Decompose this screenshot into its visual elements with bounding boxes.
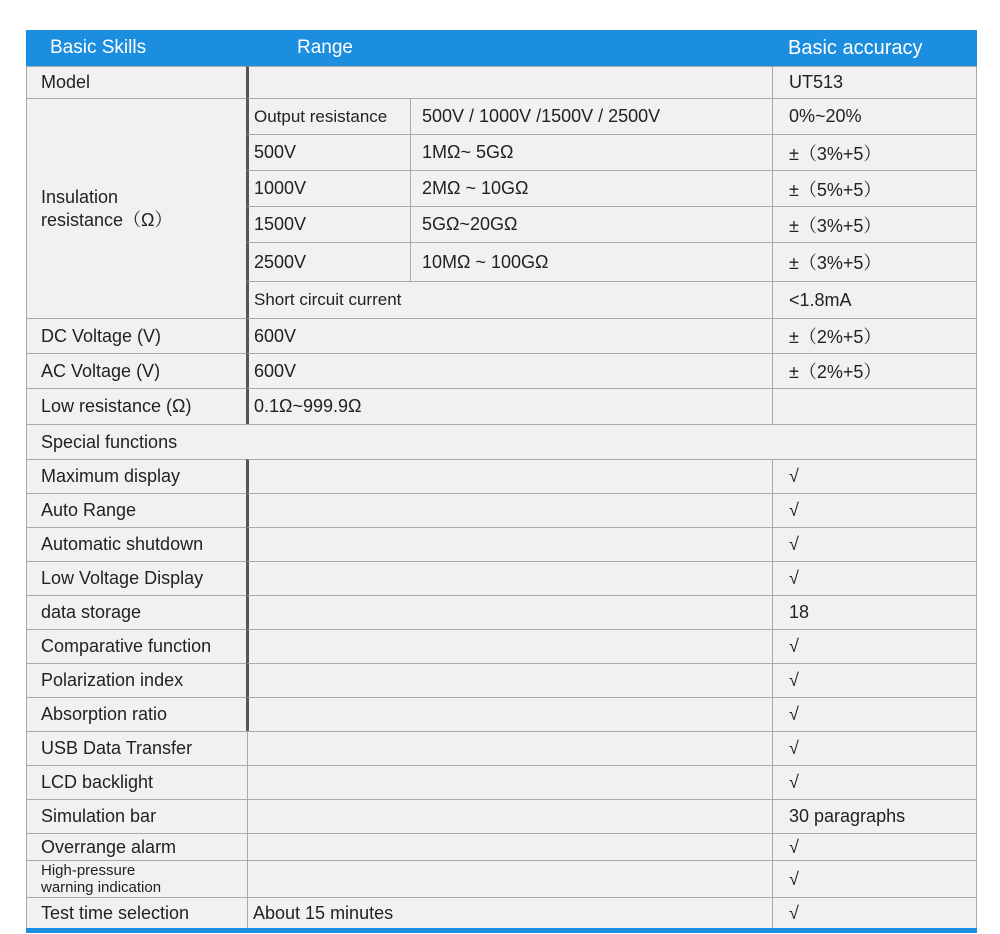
measure-label: DC Voltage (V) [26,318,248,354]
special-acc: √ [772,629,977,664]
insulation-row-acc: ±（3%+5） [772,242,977,282]
insulation-row-name: 1000V [246,170,411,207]
special-range [246,595,773,630]
insulation-row-name: Output resistance [246,98,411,135]
special-range [247,799,773,834]
special-acc: √ [772,897,977,929]
special-label: Absorption ratio [26,697,248,732]
special-acc: √ [772,731,977,766]
insulation-row-acc: 0%~20% [772,98,977,135]
insulation-row-acc: ±（3%+5） [772,206,977,243]
special-label [26,860,248,898]
special-acc: √ [772,527,977,562]
special-acc: √ [772,493,977,528]
insulation-label-text: Insulation resistance（Ω） [41,186,173,230]
insulation-row-name: 500V [246,134,411,171]
model-range-empty [246,66,773,99]
special-range [246,493,773,528]
measure-acc: ±（2%+5） [772,318,977,354]
special-range [246,629,773,664]
special-range [247,731,773,766]
insulation-row-name: 1500V [246,206,411,243]
measure-range: 600V [246,353,773,389]
header-basic-skills: Basic Skills [50,37,147,58]
measure-range: 0.1Ω~999.9Ω [246,388,773,425]
special-range [247,860,773,898]
special-label: Maximum display [26,459,248,494]
special-label: Overrange alarm [26,833,248,861]
special-acc: √ [772,833,977,861]
measure-range: 600V [246,318,773,354]
short-circuit-acc: <1.8mA [772,281,977,319]
special-range [246,561,773,596]
insulation-row-range: 2MΩ ~ 10GΩ [410,170,773,207]
measure-label: AC Voltage (V) [26,353,248,389]
insulation-row-acc: ±（5%+5） [772,170,977,207]
insulation-row-range: 10MΩ ~ 100GΩ [410,242,773,282]
measure-label: Low resistance (Ω) [26,388,248,425]
insulation-row-range: 500V / 1000V /1500V / 2500V [410,98,773,135]
special-range [246,697,773,732]
special-acc: √ [772,663,977,698]
measure-acc: ±（2%+5） [772,353,977,389]
special-label: Test time selection [26,897,248,929]
special-acc: √ [772,860,977,898]
special-label: Automatic shutdown [26,527,248,562]
special-acc: √ [772,697,977,732]
header-range: Range [297,37,353,58]
special-label: USB Data Transfer [26,731,248,766]
special-functions-title: Special functions [26,424,977,460]
bottom-bar [26,928,977,933]
special-label-text: High-pressure warning indication [41,862,162,896]
table-header [26,30,977,66]
special-acc: √ [772,765,977,800]
insulation-row-acc: ±（3%+5） [772,134,977,171]
special-label: Auto Range [26,493,248,528]
insulation-label [26,98,248,319]
special-range [246,663,773,698]
special-acc: 18 [772,595,977,630]
special-label: Polarization index [26,663,248,698]
short-circuit-label: Short circuit current [246,281,773,319]
insulation-row-range: 1MΩ~ 5GΩ [410,134,773,171]
special-label: Simulation bar [26,799,248,834]
model-label: Model [26,66,248,99]
special-range: About 15 minutes [247,897,773,929]
special-range [247,765,773,800]
measure-acc [772,388,977,425]
special-range [246,527,773,562]
special-acc: 30 paragraphs [772,799,977,834]
insulation-row-range: 5GΩ~20GΩ [410,206,773,243]
special-acc: √ [772,561,977,596]
special-range [247,833,773,861]
model-value: UT513 [772,66,977,99]
header-basic-accuracy: Basic accuracy [788,37,923,59]
insulation-row-name: 2500V [246,242,411,282]
special-label: data storage [26,595,248,630]
special-range [246,459,773,494]
special-acc: √ [772,459,977,494]
special-label: Low Voltage Display [26,561,248,596]
special-label: Comparative function [26,629,248,664]
special-label: LCD backlight [26,765,248,800]
